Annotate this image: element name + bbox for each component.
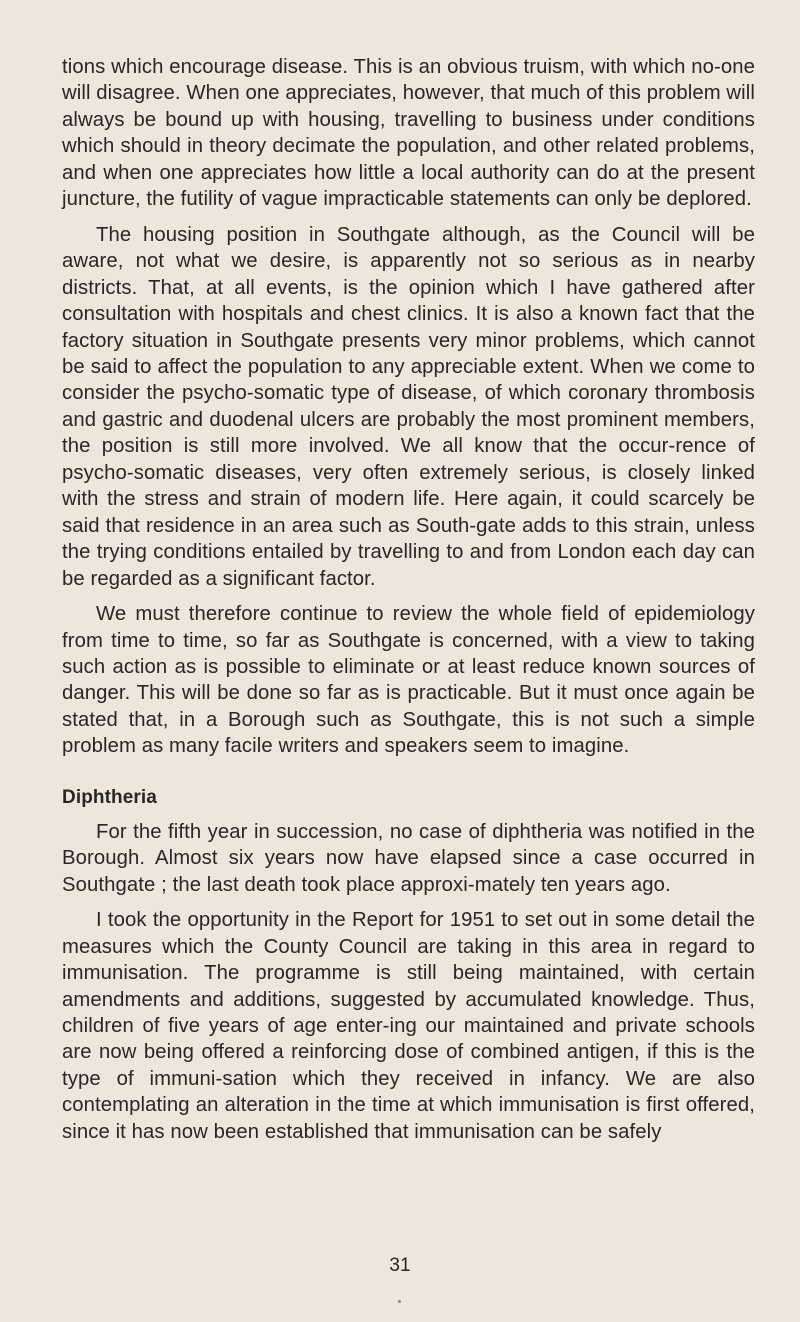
paragraph-immunisation: I took the opportunity in the Report for 1951 to set out in some detail the measures which the County Council are taking in this area in regard to immunisation. The programme is still being maintained, with certain amendments and additions, suggested by accumulated knowledge. Thus, children of five years of age enter-ing our maintained and private schools are now being offered a reinforcing dose of combined antigen, if this is the type of immuni-sation which they received in infancy. We are also contemplating an alteration in the time at which immunisation is first offered, since it has now been established that immunisation can be safely (62, 909, 755, 1143)
paper-speck (398, 1300, 401, 1303)
paragraph-diphtheria-cases: For the fifth year in succession, no case of diphtheria was notified in the Borough. Almost six years now have elapsed since a case occurred in Southgate ; the last death took place approxi-mately ten years ago. (62, 820, 755, 896)
paragraph-housing: The housing position in Southgate although, as the Council will be aware, not what we desire, is apparently not so serious as in nearby districts. That, at all events, is the opinion which I have gathered after consultation with hospitals and chest clinics. It is also a known fact that the factory situation in Southgate presents very minor problems, which cannot be said to affect the population to any appreciable extent. When we come to consider the psycho-somatic type of disease, of which coronary thrombosis and gastric and duodenal ulcers are probably the most prominent members, the position is still more involved. We all know that the occur-rence of psycho-somatic diseases, very often extremely serious, is closely linked with the stress and strain of modern life. Here again, it could scarcely be said that residence in an area such as South-gate adds to this strain, unless the trying conditions entailed by travelling to and from London each day can be regarded as a significant factor. (62, 223, 755, 590)
page-number: 31 (389, 1255, 411, 1276)
page-body (62, 54, 755, 1145)
section-heading-diphtheria: Diphtheria (62, 786, 157, 808)
paragraph-continuation: tions which encourage disease. This is an obvious truism, with which no-one will disagree. When one appreciates, however, that much of this problem will always be bound up with housing, travelling to business under conditions which should in theory decimate the population, and other related problems, and when one appreciates how little a local authority can do at the present juncture, the futility of vague impracticable statements can only be deplored. (62, 56, 755, 211)
paragraph-epidemiology: We must therefore continue to review the whole field of epidemiology from time to time, so far as Southgate is concerned, with a view to taking such action as is possible to eliminate or at least reduce known sources of danger. This will be done so far as is practicable. But it must once again be stated that, in a Borough such as Southgate, this is not such a simple problem as many facile writers and speakers seem to imagine. (62, 603, 755, 758)
